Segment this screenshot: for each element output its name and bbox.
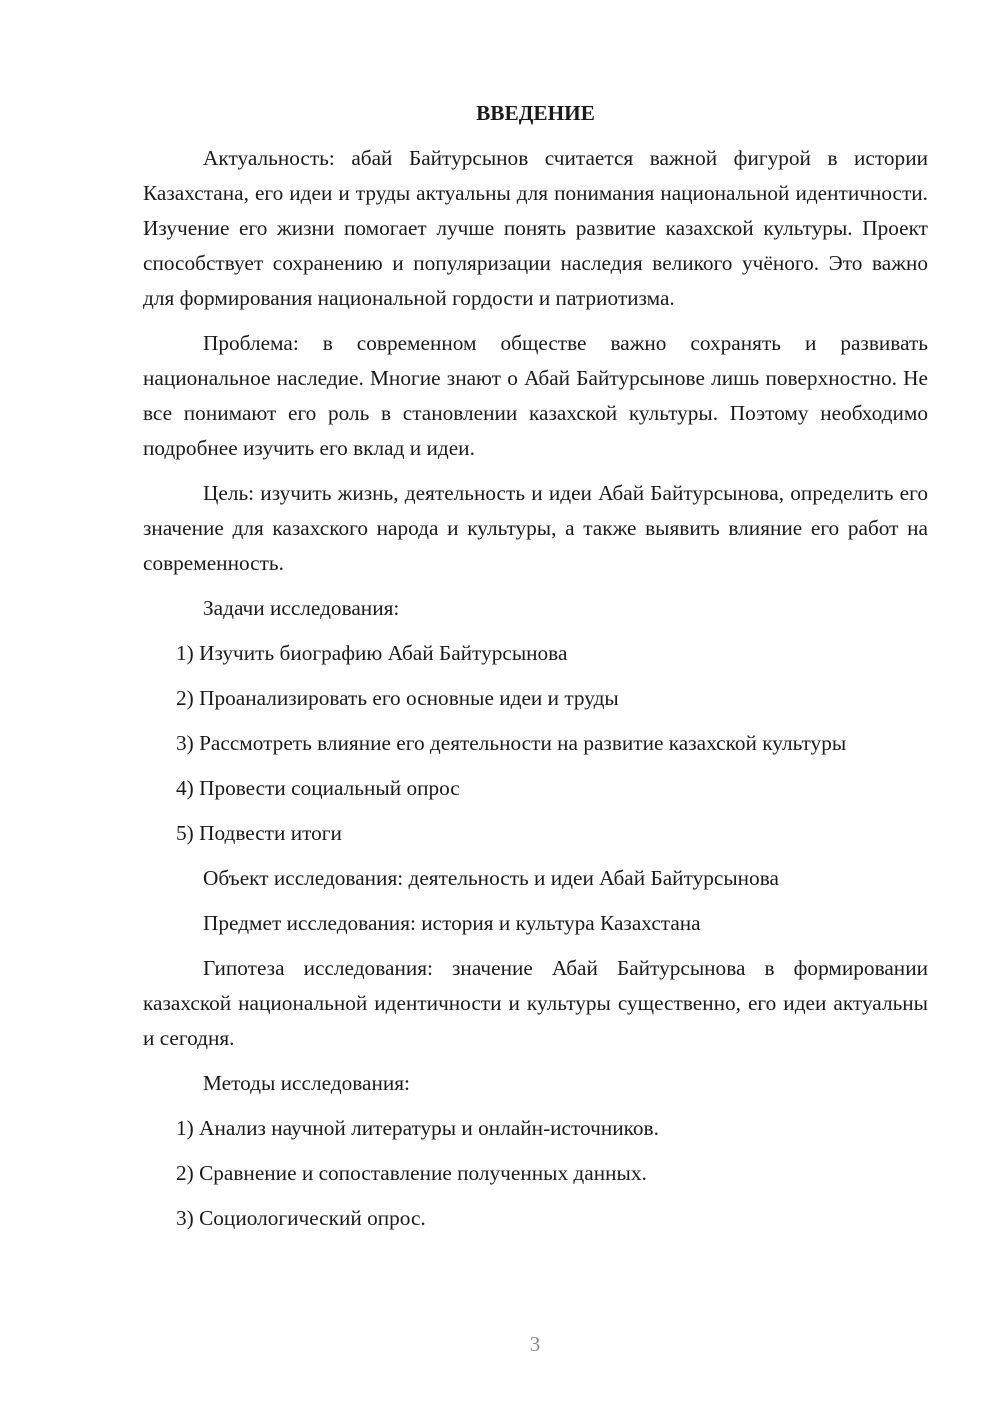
research-object: Объект исследования: деятельность и идеи Абай Байтурсынова (203, 866, 779, 890)
actuality-paragraph: Актуальность: абай Байтурсынов считается важной фигурой в истории Казахстана, его идеи и труды актуальны для понимания национальной идентичности. Изучение его жизни помогает лучше понять развитие казахской культуры. Проект способствует сохранению и популяризации наследия великого учёного. Это важно для формирования национальной гордости и патриотизма. (143, 146, 928, 310)
task-item-2: 2) Проанализировать его основные идеи и труды (176, 686, 619, 710)
problem-paragraph: Проблема: в современном обществе важно сохранять и развивать национальное наследие. Многие знают о Абай Байтурсынове лишь поверхностно. Не все понимают его роль в становлении казахской культуры. Поэтому необходимо подробнее изучить его вклад и идеи. (143, 331, 928, 460)
goal-paragraph: Цель: изучить жизнь, деятельность и идеи Абай Байтурсынова, определить его значение для казахского народа и культуры, а также выявить влияние его работ на современность. (143, 481, 928, 575)
document-page (143, 96, 928, 1246)
research-subject: Предмет исследования: история и культура Казахстана (203, 911, 701, 935)
task-item-1: 1) Изучить биографию Абай Байтурсынова (176, 641, 568, 665)
method-item-1: 1) Анализ научной литературы и онлайн-источников. (176, 1116, 659, 1140)
task-item-4: 4) Провести социальный опрос (176, 776, 460, 800)
page-number: 3 (529, 1332, 541, 1356)
hypothesis-paragraph: Гипотеза исследования: значение Абай Байтурсынова в формировании казахской национальной идентичности и культуры существенно, его идеи актуальны и сегодня. (143, 956, 928, 1050)
task-item-3: 3) Рассмотреть влияние его деятельности на развитие казахской культуры (176, 731, 847, 755)
tasks-heading: Задачи исследования: (203, 596, 400, 620)
task-item-5: 5) Подвести итоги (176, 821, 342, 845)
method-item-3: 3) Социологический опрос. (176, 1206, 426, 1230)
method-item-2: 2) Сравнение и сопоставление полученных данных. (176, 1161, 647, 1185)
methods-heading: Методы исследования: (203, 1071, 410, 1095)
section-title: ВВЕДЕНИЕ (476, 101, 595, 125)
